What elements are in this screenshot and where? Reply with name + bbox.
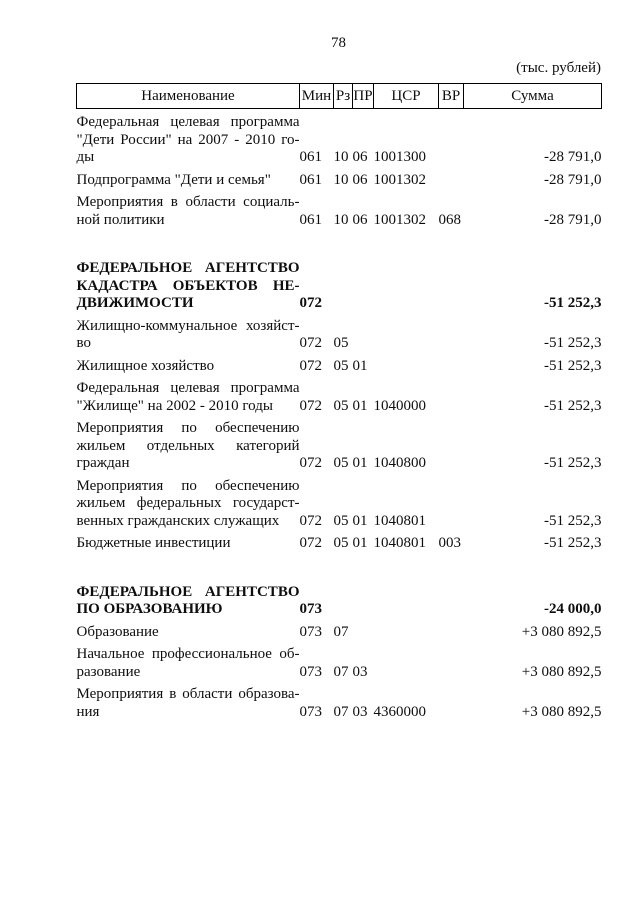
row-rz-cell: 05	[333, 335, 349, 351]
row-pr-cell: 03	[352, 663, 368, 680]
row-name-line: разование	[76, 663, 141, 680]
row-name-cell	[77, 473, 300, 531]
row-rz-cell: 05	[333, 512, 349, 529]
row-csr-cell: 1001302	[373, 171, 426, 188]
table-row	[77, 530, 602, 553]
table-header	[77, 84, 602, 109]
row-min-cell: 072	[299, 535, 322, 551]
column-header-csr: ЦСР	[374, 84, 439, 109]
row-name-line: Федеральная целевая программа	[76, 380, 300, 396]
row-sum-cell: -51 252,3	[544, 397, 602, 414]
row-pr-cell	[353, 229, 374, 313]
row-rz-cell: 10	[333, 149, 349, 165]
units-note: (тыс. рублей)	[516, 60, 601, 76]
row-name-line: ПО ОБРАЗОВАНИЮ	[76, 601, 223, 617]
row-sum-cell: -51 252,3	[544, 295, 602, 311]
row-pr-cell: 06	[352, 149, 368, 165]
row-min-cell: 073	[299, 623, 322, 640]
row-min-cell: 072	[299, 357, 322, 374]
row-rz-cell: 07	[333, 703, 349, 720]
row-name-line: ДВИЖИМОСТИ	[76, 295, 194, 311]
row-csr-cell	[374, 229, 439, 313]
row-rz-cell	[334, 229, 353, 313]
row-sum-cell: -51 252,3	[544, 512, 602, 529]
table-row	[77, 353, 602, 376]
row-min-cell: 072	[299, 512, 322, 529]
column-header-sum: Сумма	[464, 84, 602, 109]
table-row	[77, 375, 602, 415]
table-row	[77, 109, 602, 167]
row-name-line: Мероприятия в области социаль-	[76, 194, 300, 210]
table-row	[77, 619, 602, 642]
row-min-cell: 061	[299, 211, 322, 228]
row-name-cell	[77, 619, 300, 642]
row-csr-cell	[374, 313, 439, 353]
row-vr-cell	[439, 313, 464, 353]
row-name-cell	[77, 415, 300, 473]
row-min-cell: 073	[299, 703, 322, 720]
row-min-cell: 072	[299, 295, 322, 311]
row-vr-cell	[439, 415, 464, 473]
column-header-vr: ВР	[439, 84, 464, 109]
row-pr-cell: 01	[352, 512, 368, 529]
row-pr-cell: 03	[352, 703, 368, 720]
row-pr-cell: 06	[352, 171, 368, 188]
row-sum-cell: -28 791,0	[544, 211, 602, 228]
row-name-line: Жилищное хозяйство	[76, 357, 215, 374]
row-name-line: Мероприятия по обеспечению	[76, 420, 300, 436]
table-body	[77, 109, 602, 722]
row-vr-cell	[439, 619, 464, 642]
row-csr-cell: 1001300	[373, 149, 426, 165]
row-name-line: Начальное профессиональное об-	[76, 646, 300, 662]
row-vr-cell	[439, 553, 464, 619]
row-vr-cell	[439, 353, 464, 376]
row-name-line: Подпрограмма "Дети и семья"	[76, 171, 271, 188]
row-name-line: КАДАСТРА ОБЪЕКТОВ НЕ-	[76, 277, 300, 294]
row-sum-cell: -28 791,0	[544, 149, 602, 165]
row-name-cell	[77, 167, 300, 190]
table-row	[77, 641, 602, 681]
table-row	[77, 189, 602, 229]
row-min-cell: 073	[299, 601, 322, 617]
row-name-line: ФЕДЕРАЛЬНОЕ АГЕНТСТВО	[76, 583, 300, 600]
row-csr-cell: 4360000	[373, 703, 426, 720]
table-row	[77, 167, 602, 190]
row-name-line: венных гражданских служащих	[76, 512, 280, 529]
row-name-line: Федеральная целевая программа	[76, 114, 300, 130]
row-pr-cell	[353, 619, 374, 642]
table-row	[77, 415, 602, 473]
row-name-line: во	[76, 335, 91, 351]
row-sum-cell: +3 080 892,5	[521, 703, 602, 720]
row-name-line: ния	[76, 703, 100, 720]
row-name-line: жильем отдельных категорий	[76, 437, 300, 454]
row-csr-cell: 1040801	[373, 535, 426, 551]
row-name-cell	[77, 530, 300, 553]
row-sum-cell: -51 252,3	[544, 357, 602, 374]
row-rz-cell: 05	[333, 357, 349, 374]
column-header-rz: Рз	[334, 84, 353, 109]
row-csr-cell: 1001302	[373, 211, 426, 228]
table-row	[77, 229, 602, 313]
row-rz-cell: 07	[333, 623, 349, 640]
row-name-line: Мероприятия в области образова-	[76, 686, 300, 702]
row-min-cell: 061	[299, 149, 322, 165]
row-sum-cell: -51 252,3	[544, 455, 602, 471]
row-pr-cell	[353, 313, 374, 353]
row-pr-cell	[353, 553, 374, 619]
row-name-line: Бюджетные инвестиции	[76, 535, 231, 551]
row-csr-cell	[374, 553, 439, 619]
row-min-cell: 072	[299, 455, 322, 471]
row-sum-cell: -51 252,3	[544, 535, 602, 551]
row-name-line: Жилищно-коммунальное хозяйст-	[76, 317, 300, 334]
row-rz-cell: 05	[333, 535, 349, 551]
budget-table	[76, 83, 602, 721]
row-pr-cell: 01	[352, 455, 368, 471]
column-header-pr: ПР	[353, 84, 374, 109]
page-content	[76, 0, 601, 721]
row-csr-cell: 1040800	[373, 455, 426, 471]
row-vr-cell	[439, 473, 464, 531]
row-rz-cell: 10	[333, 211, 349, 228]
row-pr-cell: 06	[352, 211, 368, 228]
row-name-cell	[77, 109, 300, 167]
row-sum-cell: -28 791,0	[544, 171, 602, 188]
table-row	[77, 473, 602, 531]
row-vr-cell	[439, 167, 464, 190]
row-name-line: граждан	[76, 455, 130, 471]
row-name-cell	[77, 189, 300, 229]
row-rz-cell	[334, 553, 353, 619]
column-header-min: Мин	[300, 84, 334, 109]
row-pr-cell: 01	[352, 535, 368, 551]
row-vr-cell	[439, 109, 464, 167]
row-csr-cell	[374, 619, 439, 642]
row-vr-cell	[439, 681, 464, 721]
row-vr-cell	[439, 229, 464, 313]
row-pr-cell: 01	[352, 397, 368, 414]
row-name-line: жильем федеральных государст-	[76, 495, 300, 511]
row-name-line: ды	[76, 149, 95, 165]
row-vr-cell: 068	[438, 211, 461, 228]
row-rz-cell: 05	[333, 397, 349, 414]
row-name-cell	[77, 375, 300, 415]
row-csr-cell	[374, 641, 439, 681]
row-name-line: Мероприятия по обеспечению	[76, 477, 300, 494]
row-name-cell	[77, 641, 300, 681]
row-rz-cell: 10	[333, 171, 349, 188]
row-min-cell: 072	[299, 335, 322, 351]
row-sum-cell: -51 252,3	[544, 335, 602, 351]
row-rz-cell: 05	[333, 455, 349, 471]
row-name-cell	[77, 313, 300, 353]
row-csr-cell: 1040000	[373, 397, 426, 414]
row-sum-cell: +3 080 892,5	[521, 663, 602, 680]
row-csr-cell	[374, 353, 439, 376]
row-vr-cell	[439, 375, 464, 415]
table-row	[77, 681, 602, 721]
row-vr-cell	[439, 641, 464, 681]
row-name-cell	[77, 681, 300, 721]
table-header-row	[77, 84, 602, 109]
row-name-line: "Жилище" на 2002 - 2010 годы	[76, 397, 273, 414]
row-min-cell: 061	[299, 171, 322, 188]
row-vr-cell: 003	[438, 535, 461, 551]
row-name-line: ФЕДЕРАЛЬНОЕ АГЕНТСТВО	[76, 260, 300, 276]
column-header-name: Наименование	[77, 84, 300, 109]
row-name-cell	[77, 229, 300, 313]
row-name-line: Образование	[76, 623, 159, 640]
row-name-line: ной политики	[76, 211, 165, 228]
row-name-cell	[77, 553, 300, 619]
row-csr-cell: 1040801	[373, 512, 426, 529]
row-name-line: "Дети России" на 2007 - 2010 го-	[76, 131, 300, 148]
row-rz-cell: 07	[333, 663, 349, 680]
row-pr-cell: 01	[352, 357, 368, 374]
row-min-cell: 072	[299, 397, 322, 414]
table-row	[77, 553, 602, 619]
row-min-cell: 073	[299, 663, 322, 680]
table-row	[77, 313, 602, 353]
row-sum-cell: +3 080 892,5	[521, 623, 602, 640]
row-sum-cell: -24 000,0	[544, 601, 602, 617]
row-name-cell	[77, 353, 300, 376]
page-number: 78	[331, 35, 346, 51]
